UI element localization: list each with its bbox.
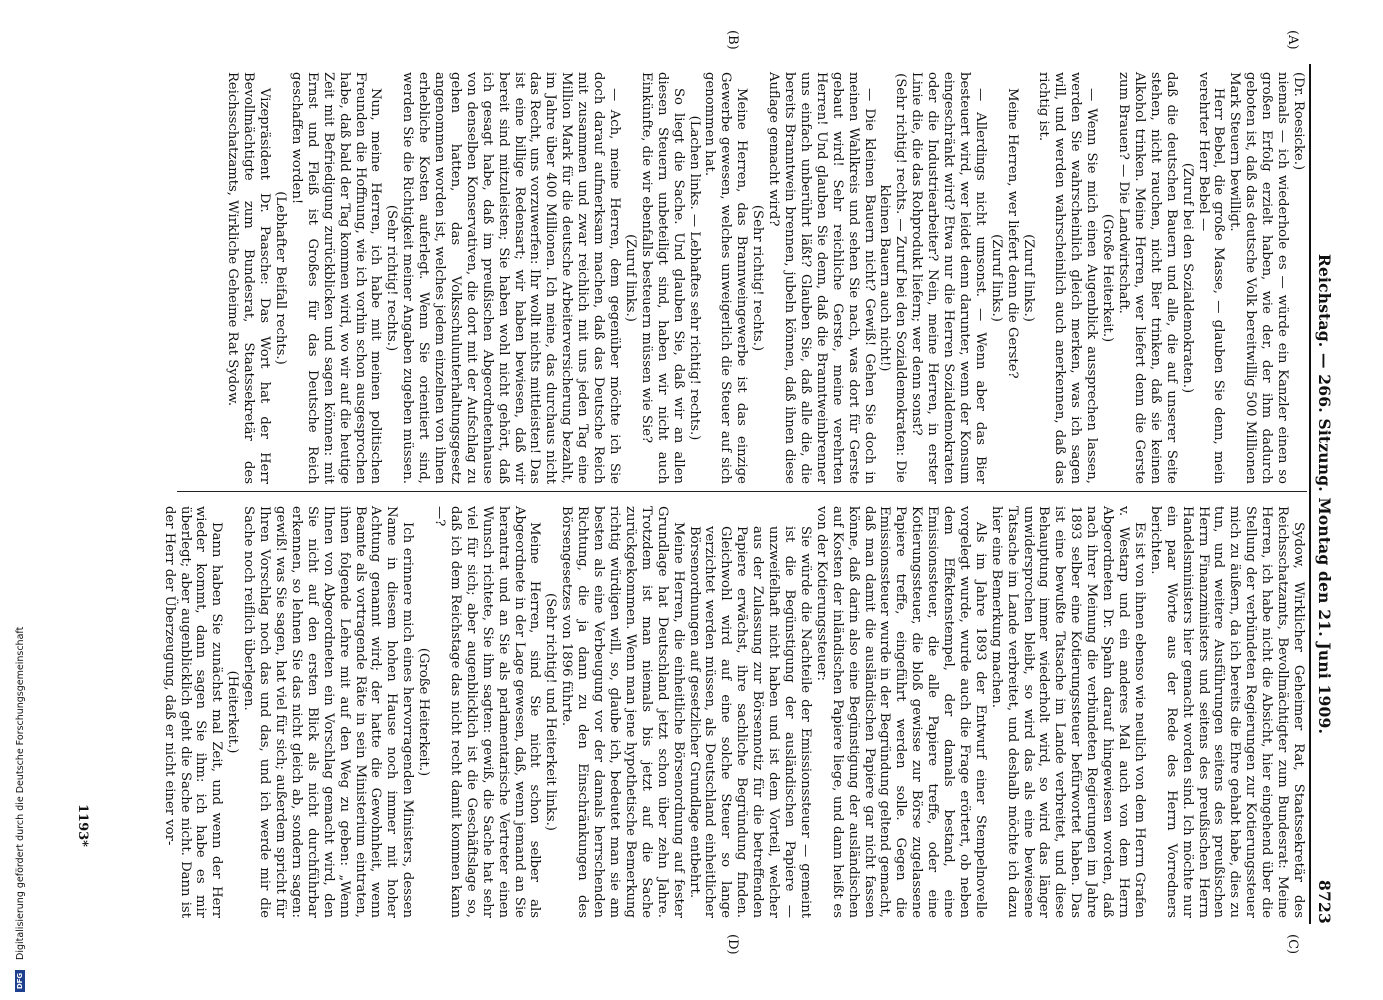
paragraph: (Sehr richtig! rechts. — Zuruf bei den Sozialdemokraten: Die kleinen Bauern auch nicht!) xyxy=(877,73,909,483)
right-column xyxy=(161,506,1306,918)
page-header-title: Reichstag. — 266. Sitzung. Montag den 21. Juni 1909. xyxy=(1314,253,1334,735)
paragraph: Als im Jahre 1893 der Entwurf einer Stempelnovelle vorgelegt wurde, wurde auch die Frage erörtert, ob neben dem Effektenstempel, der damals bestand, eine Emissionssteuer, die alle Papiere treffe, oder eine Kotierungssteuer, die bloß gewisse zur Börse zugelassene Papiere treffe, eingeführt werden solle. Gegen die Emissionssteuer wurde in der Begründung geltend gemacht, daß man damit die ausländischen Papiere gar nicht fassen könne, daß darin also eine Begünstigung der ausländischen auf Kosten der inländischen Papiere liege, und dann heißt es von der Kotierungssteuer: xyxy=(813,506,988,918)
paragraph: (Heiterkeit.) xyxy=(225,670,241,754)
margin-letter-c: (C) xyxy=(1285,934,1300,955)
paragraph: daß die deutschen Bauern und alle, die auf unserer Seite stehen, nicht rauchen, nicht Bier trinken, daß sie keinen Alkohol trinken. Meine Herren, wer liefert denn die Gerste zum Brauen? — Die Landwirtschaft. xyxy=(1116,72,1179,484)
paragraph: — Die kleinen Bauern nicht? Gewiß! Gehen Sie doch in meinen Wahlkreis und sehen Sie nach, was dort für Gerste gebaut wird! Sehr reichliche Gerste, meine verehrten Herren! Und glauben Sie denn, daß die Branntweinbrenner uns einfach unberührt läßt? Glauben Sie, daß alle die, die bereits Branntwein brennen, jubeln können, daß ihnen diese Auflage gemacht wird? xyxy=(766,72,877,484)
digitization-notice-text: Digitalisierung gefördert durch die Deutsche Forschungsgemeinschaft xyxy=(14,626,26,960)
paragraph: Meine Herren, die einheitliche Börsenordnung auf fester Grundlage hat Deutschland jetzt schon über zehn Jahre. Trotzdem ist man niemals bis jetzt auf die Sache zurückgekommen. Wenn man jene hypothetische Bemerkung richtig würdigen will, so, glaube ich, bedeutet man sie am besten als eine Verbeugung vor der damals herrschenden Richtung, die ja dann zu den Einschränkungen des Börsengesetzes von 1896 führte. xyxy=(559,506,686,918)
paragraph: (Lachen links. — Lebhaftes sehr richtig! rechts.) xyxy=(686,115,702,441)
paragraph: (Zuruf links.) xyxy=(1020,234,1036,322)
paragraph: Es ist von ihnen ebenso wie neulich von dem Herrn Grafen v. Westarp und ein anderes Mal auch von dem Herrn Abgeordneten Dr. Spahn darauf hingewiesen worden, daß nach ihrer Meinung die verbündeten Regierungen im Jahre 1893 selber eine Kotierungssteuer befürwortet haben. Das ist eine bewußte Tatsache im Lande verbreitet, und diese Behauptung immer wiederholt wird, so wird das länger unwidersprochen bleibt, so wird das als eine bewiesene Tatsache im Lande verbreitet, und deshalb möchte ich dazu hier eine Bemerkung machen. xyxy=(988,506,1147,918)
paragraph: — Ach, meine Herren, dem gegenüber möchte ich Sie doch darauf aufmerksam machen, daß das Deutsche Reich mit zusammen und zwar reichlich mit uns jeden Tag eine Million Mark für die deutsche Arbeiterversicherung bezahlt, im Jahre über 400 Millionen. Ich meine, das durchaus nicht das Recht, uns vorzuwerfen: Ihr wollt nichts mittleisten! Das ist eine billige Redensart; wir haben bewiesen, daß wir bereit sind mitzuleisten; Sie haben wohl nicht gehört, daß ich gesagt habe, daß im preußischen Abgeordnetenhause von denselben Konservativen, die dort mit der Aufschlag zu gehen hatten, das Volksschulunterhaltungsgesetz angenommen worden ist, welches jedem einzelnen von ihnen erhebliche Kosten auferlegt. Wenn Sie orientiert sind, werden Sie die Richtigkeit meiner Angaben zugeben müssen. xyxy=(400,72,623,484)
paragraph: Vizepräsident Dr. Paasche: Das Wort hat der Herr Bevollmächtigte zum Bundesrat, Staatssekretär des Reichsschatzamts, Wirkliche Geheime Rat Sydow. xyxy=(225,72,273,484)
paragraph: Ich erinnere mich eines hervorragenden Ministers, dessen Name in diesem hohen Hause noch immer mit hoher Achtung genannt wird; der hatte die Gewohnheit, wenn Beamte als vortragende Räte in sein Ministerium eintraten, ihnen folgende Lehre mit auf den Weg zu geben: „Wenn Ihnen von Abgeordneten ein Vorschlag gemacht wird, den Sie nicht auf den ersten Blick als nicht durchführbar erkennen, so lehnen Sie das nicht gleich ab, sondern sagen: gewiß! was Sie sagen, hat viel für sich; außerdem spricht für Ihren Vorschlag noch das und das, und ich werde mir die Sache noch reiflich überlegen. xyxy=(241,506,416,918)
sheet-signature: 1193* xyxy=(75,804,90,847)
page-header xyxy=(1316,64,1340,924)
scanned-page xyxy=(50,30,1340,955)
paragraph: (Sehr richtig! rechts.) xyxy=(384,204,400,352)
paragraph: (Zuruf links.) xyxy=(988,234,1004,322)
column-divider xyxy=(177,491,1307,492)
header-rule xyxy=(1309,64,1311,924)
digitization-notice xyxy=(0,0,26,1000)
paragraph: (Sehr richtig! rechts.) xyxy=(750,204,766,352)
paragraph: Nun, meine Herren, ich habe mit meinen politischen Freunden die Hoffnung, wie ich vorhin schon ausgesprochen habe, daß bald der Tag kommen wird, wo wir auf die heutige Zeit mit Befriedigung zurückblicken und sagen können: mit Ernst und Fleiß ist Großes für das Deutsche Reich geschaffen worden! xyxy=(288,72,384,484)
paragraph: (Dr. Roesicke.) xyxy=(1291,72,1306,171)
dfg-logo-icon: DFG xyxy=(15,970,25,992)
margin-letter-a: (A) xyxy=(1285,30,1300,50)
paragraph: Meine Herren, sind Sie nicht schon selber als Abgeordnete in der Lage gewesen, daß, wenn jemand an Sie herantrat und an Sie als parlamentarische Vertreter einen Wunsch richtete, Sie ihm sagten: gewiß, die Sache hat sehr viel für sich; aber augenblicklich ist die Geschäftslage so, daß ich dem Reichstage das nicht recht damit kommen kann —? xyxy=(432,506,543,918)
paragraph: (Zuruf links.) xyxy=(622,234,638,322)
margin-letter-d: (D) xyxy=(725,934,740,955)
paragraph: Dann haben Sie zunächst mal Zeit, und wenn der Herr wieder kommt, dann sagen Sie ihm: ich habe es mir überlegt; aber augenblicklich geht die Sache nicht. Dann ist der Herr der Überzeugung, daß er nicht einer vor- xyxy=(161,506,225,918)
paragraph: Herr Bebel, die große Masse, — glauben Sie denn, mein verehrter Herr Bebel — xyxy=(1195,72,1227,484)
paragraph: (Große Heiterkeit.) xyxy=(1100,213,1116,343)
paragraph: Sie würde die Nachteile der Emissionssteuer — gemeint ist die Begünstigung der ausländischen Papiere — unzweifelhaft nicht haben und ist dem Vorteil, welcher aus der Zulassung zur Börsennotiz für die betreffenden Papiere erwächst, ihre sachliche Begründung finden. Gleichwohl wird auf eine solche Steuer so lange verzichtet werden müssen, als Deutschland einheitlicher Börsenordnungen auf gesetzlicher Grundlage entbehrt. xyxy=(686,526,813,918)
paragraph: Sydow, Wirklicher Geheimer Rat, Staatssekretär des Reichsschatzamts, Bevollmächtigter zum Bundesrat: Meine Herren, ich habe nicht die Absicht, hier eingehend über die Stellung der verbündeten Regierungen zur Kotierungssteuer mich zu äußern, da ich bereits die Ehre gehabt habe, dies zu tun, und weitere Ausführungen seitens des preußischen Herrn Finanzministers und seitens des preußischen Herrn Handelsministers hier gemacht worden sind. Ich möchte nur ein paar Worte aus der Rede des Herrn Vorredners berichten. xyxy=(1147,506,1306,918)
paragraph: Meine Herren, das Brannweingewerbe ist das einzige Gewerbe gewesen, welches unweigerlich die Steuer auf sich genommen hat. xyxy=(702,72,750,484)
page-number: 8723 xyxy=(1314,880,1334,924)
paragraph: (Zuruf bei den Sozialdemokraten.) xyxy=(1179,162,1195,394)
paragraph: (Sehr richtig! und Heiterkeit links.) xyxy=(543,593,559,831)
paragraph: (Große Heiterkeit.) xyxy=(416,647,432,777)
left-column xyxy=(224,72,1306,484)
paragraph: (Lebhafter Beifall rechts.) xyxy=(273,191,288,365)
margin-letter-b: (B) xyxy=(725,30,740,50)
paragraph: So liegt die Sache. Und glauben Sie, daß wir an allen diesen Steuern unbeteiligt sind, haben wir nicht auch Einkünfte, die wir ebenfalls besteuern müssen wie Sie? xyxy=(638,72,686,484)
paragraph: niemals — ich wiederhole es — würde ein Kanzler einen so großen Erfolg erzielt haben, wie der, der ihm dadurch geboten ist, daß das deutsche Volk bereitwillig 500 Millionen Mark Steuern bewilligt. xyxy=(1227,72,1291,484)
paragraph: Meine Herren, wer liefert denn die Gerste? xyxy=(1004,88,1020,379)
paragraph: — Allerdings nicht umsonst. — Wenn aber das Bier besteuert wird, wer leidet denn darunter, wenn der Konsum eingeschränkt wird? Etwa nur die Herren Sozialdemokraten oder die Industriearbeiter? Nein, meine Herren, in erster Linie die, die das Rohprodukt liefern; wer denn sonst? xyxy=(909,72,988,484)
paragraph: — Wenn Sie mich einen Augenblick aussprechen lassen, werden Sie wahrscheinlich gleich merken, was ich sagen will, und werden wahrscheinlich auch anerkennen, daß das richtig ist. xyxy=(1036,72,1100,484)
